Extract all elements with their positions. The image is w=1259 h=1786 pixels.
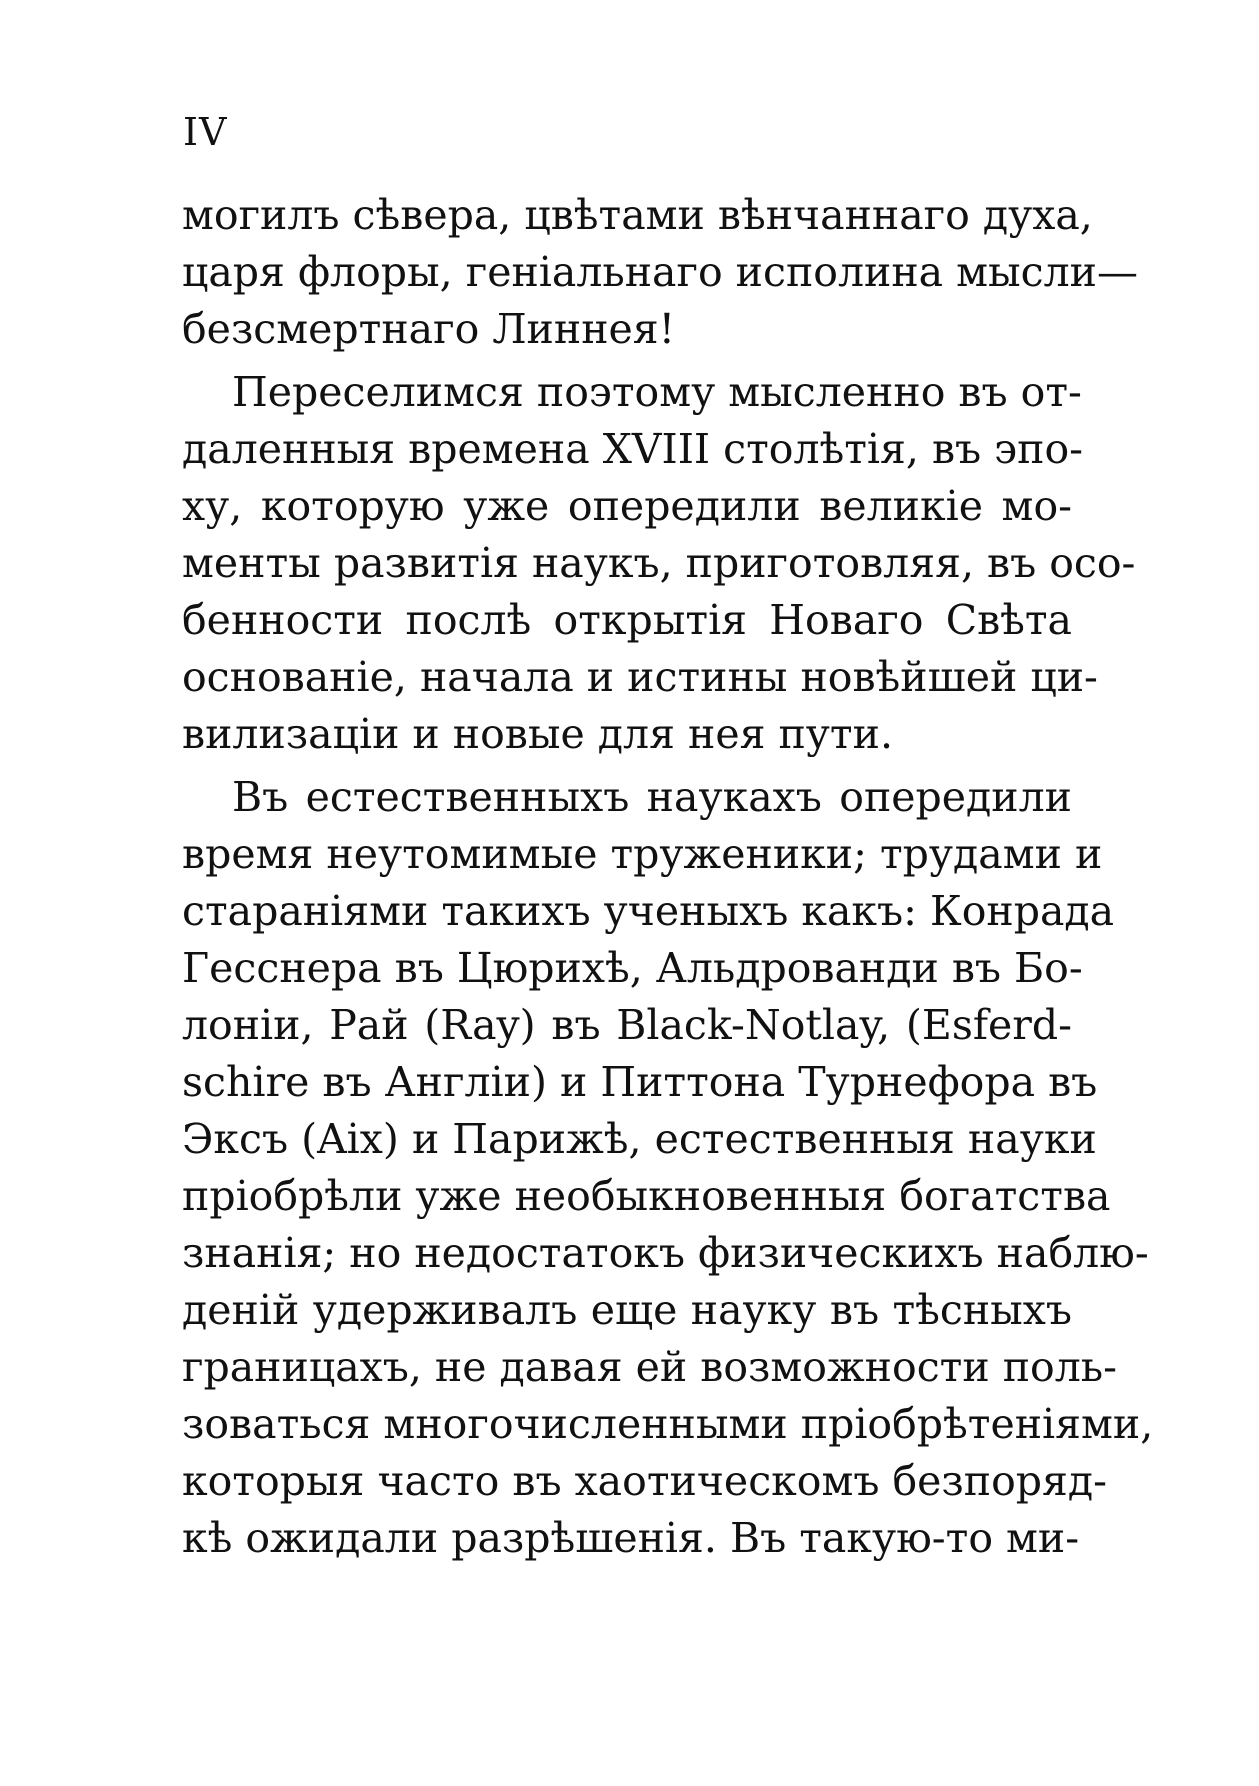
- text-line: Эксъ (Aix) и Парижѣ, естественныя науки: [182, 1115, 1097, 1163]
- text-line: деній удерживалъ еще науку въ тѣсныхъ: [182, 1286, 1072, 1334]
- text-line: время неутомимые труженики; трудами и: [182, 830, 1103, 878]
- text-line: лоніи, Рай (Ray) въ Black-Notlay, (Esferd-: [182, 1001, 1072, 1049]
- text-line: Гесснера въ Цюрихѣ, Альдрованди въ Бо-: [182, 944, 1083, 992]
- text-line: зоваться многочисленными пріобрѣтеніями,: [182, 1400, 1154, 1448]
- text-line: Переселимся поэтому мысленно въ от-: [232, 368, 1082, 416]
- text-line: знанія; но недостатокъ физическихъ наблю-: [182, 1229, 1149, 1277]
- text-line: вилизаціи и новые для нея пути.: [182, 710, 893, 758]
- text-line: менты развитія наукъ, приготовляя, въ осо-: [182, 539, 1136, 587]
- page-number: IV: [183, 110, 228, 154]
- text-line: Въ естественныхъ наукахъ опередили: [232, 773, 1072, 821]
- text-line: могилъ сѣвера, цвѣтами вѣнчаннаго духа,: [182, 191, 1093, 239]
- text-line: основаніе, начала и истины новѣйшей ци-: [182, 653, 1098, 701]
- text-line: стараніями такихъ ученыхъ какъ: Конрада: [182, 887, 1115, 935]
- text-line: кѣ ожидали разрѣшенія. Въ такую-то ми-: [182, 1514, 1080, 1562]
- text-line: которыя часто въ хаотическомъ безпоряд-: [182, 1457, 1108, 1505]
- body-text: [182, 187, 1154, 1567]
- text-line: царя флоры, геніальнаго исполина мысли—: [182, 248, 1139, 296]
- text-line: бенности послѣ открытія Новаго Свѣта: [182, 596, 1072, 644]
- text-line: пріобрѣли уже необыкновенныя богатства: [182, 1172, 1111, 1220]
- text-line: безсмертнаго Линнея!: [182, 305, 676, 353]
- text-line: schire въ Англіи) и Питтона Турнефора въ: [182, 1058, 1098, 1106]
- text-line: ху, которую уже опередили великіе мо-: [182, 482, 1072, 530]
- text-line: даленныя времена XVIII столѣтія, въ эпо-: [182, 425, 1083, 473]
- text-line: границахъ, не давая ей возможности поль-: [182, 1343, 1117, 1391]
